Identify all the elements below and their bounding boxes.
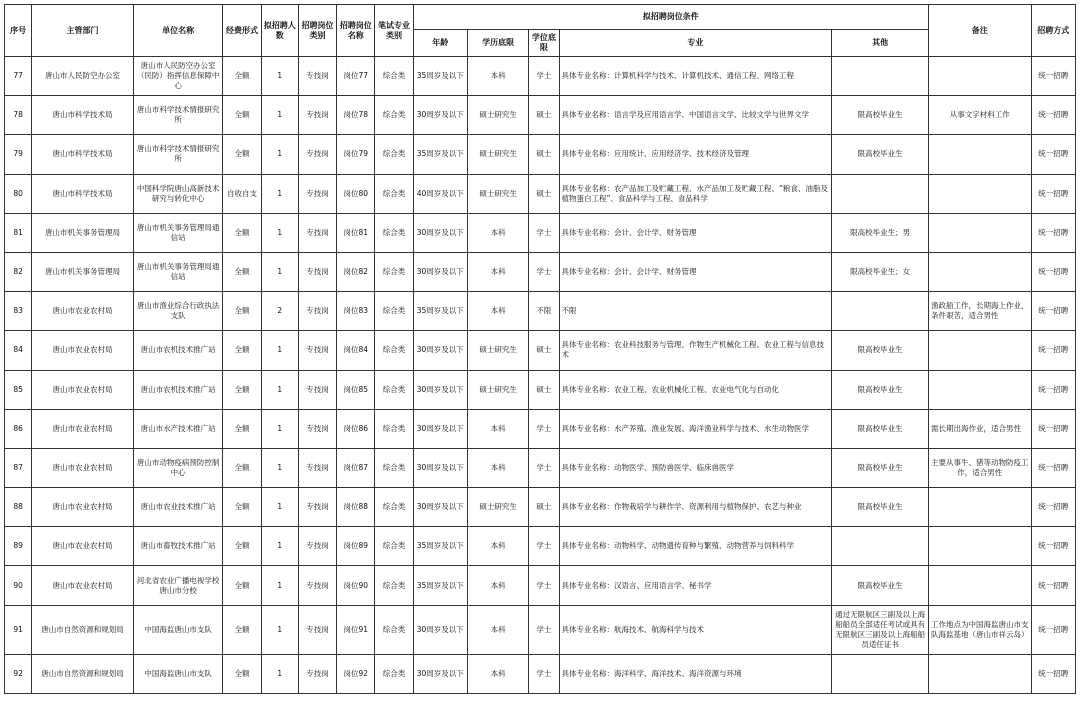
cell-dept: 唐山市机关事务管理局 [32,213,134,252]
cell-exam: 综合类 [375,370,413,409]
cell-exam: 综合类 [375,331,413,370]
cell-age: 35周岁及以下 [413,135,467,174]
cell-age: 30周岁及以下 [413,409,467,448]
cell-seq: 84 [5,331,32,370]
cell-method: 统一招聘 [1031,57,1075,96]
cell-age: 30周岁及以下 [413,96,467,135]
cell-post-name: 岗位85 [337,370,375,409]
cell-post-type: 专技岗 [298,448,336,487]
cell-age: 30周岁及以下 [413,605,467,654]
cell-funding: 全额 [223,654,261,693]
cell-age: 30周岁及以下 [413,252,467,291]
cell-funding: 全额 [223,566,261,605]
cell-post-type: 专技岗 [298,292,336,331]
cell-exam: 综合类 [375,174,413,213]
cell-method: 统一招聘 [1031,96,1075,135]
cell-edu: 本科 [467,252,528,291]
cell-degree: 硕士 [529,135,559,174]
header-edu: 学历底限 [467,30,528,57]
cell-count: 1 [261,605,298,654]
cell-post-type: 专技岗 [298,135,336,174]
cell-degree: 学士 [529,213,559,252]
cell-exam: 综合类 [375,488,413,527]
cell-post-type: 专技岗 [298,252,336,291]
cell-post-name: 岗位81 [337,213,375,252]
cell-method: 统一招聘 [1031,213,1075,252]
header-major: 专业 [559,30,832,57]
cell-post-type: 专技岗 [298,370,336,409]
cell-post-type: 专技岗 [298,605,336,654]
cell-degree: 硕士 [529,488,559,527]
cell-method: 统一招聘 [1031,605,1075,654]
table-row [5,448,1076,487]
cell-note [928,370,1031,409]
cell-unit: 唐山市机关事务管理局通信站 [133,252,223,291]
cell-other: 限高校毕业生 [832,409,929,448]
cell-other [832,527,929,566]
cell-age: 30周岁及以下 [413,654,467,693]
cell-age: 35周岁及以下 [413,57,467,96]
cell-note: 从事文字材料工作 [928,96,1031,135]
cell-major: 具体专业名称：水产养殖、渔业发展、海洋渔业科学与技术、水生动物医学 [559,409,832,448]
cell-note: 工作地点为中国海监唐山市支队海监基地（唐山市祥云岛） [928,605,1031,654]
cell-post-name: 岗位89 [337,527,375,566]
cell-post-name: 岗位88 [337,488,375,527]
cell-age: 40周岁及以下 [413,174,467,213]
cell-exam: 综合类 [375,292,413,331]
table-row [5,331,1076,370]
header-funding: 经费形式 [223,5,261,57]
cell-dept: 唐山市农业农村局 [32,566,134,605]
cell-major: 具体专业名称：应用统计、应用经济学、技术经济及管理 [559,135,832,174]
cell-edu: 本科 [467,292,528,331]
table-row [5,252,1076,291]
cell-count: 1 [261,135,298,174]
cell-post-type: 专技岗 [298,409,336,448]
cell-edu: 硕士研究生 [467,135,528,174]
header-exam: 笔试专业类别 [375,5,413,57]
cell-degree: 硕士 [529,370,559,409]
cell-funding: 全额 [223,96,261,135]
header-age: 年龄 [413,30,467,57]
table-row [5,527,1076,566]
cell-age: 30周岁及以下 [413,213,467,252]
cell-seq: 90 [5,566,32,605]
cell-major: 具体专业名称：农产品加工及贮藏工程、水产品加工及贮藏工程、“粮食、油脂及植物蛋白工程”、食品科学与工程、食品科学 [559,174,832,213]
table-row [5,488,1076,527]
table-row [5,566,1076,605]
cell-dept: 唐山市自然资源和规划局 [32,654,134,693]
cell-dept: 唐山市人民防空办公室 [32,57,134,96]
cell-degree: 学士 [529,527,559,566]
cell-note [928,654,1031,693]
cell-other: 限高校毕业生 [832,135,929,174]
cell-unit: 中国海监唐山市支队 [133,605,223,654]
cell-seq: 92 [5,654,32,693]
cell-degree: 学士 [529,448,559,487]
cell-count: 1 [261,370,298,409]
cell-unit: 唐山市水产技术推广站 [133,409,223,448]
cell-dept: 唐山市科学技术局 [32,135,134,174]
cell-other: 限高校毕业生 [832,370,929,409]
cell-unit: 唐山市农机技术推广站 [133,331,223,370]
cell-method: 统一招聘 [1031,174,1075,213]
cell-count: 1 [261,527,298,566]
cell-dept: 唐山市农业农村局 [32,370,134,409]
cell-other: 限高校毕业生；男 [832,213,929,252]
header-post-name: 招聘岗位名称 [337,5,375,57]
cell-age: 30周岁及以下 [413,488,467,527]
recruitment-table [4,4,1076,694]
cell-unit: 唐山市渔业综合行政执法支队 [133,292,223,331]
cell-other: 限高校毕业生 [832,96,929,135]
cell-dept: 唐山市科学技术局 [32,174,134,213]
cell-count: 1 [261,331,298,370]
cell-degree: 学士 [529,654,559,693]
header-other: 其他 [832,30,929,57]
cell-major: 具体专业名称：航海技术、航海科学与技术 [559,605,832,654]
cell-other [832,174,929,213]
cell-unit: 唐山市机关事务管理局通信站 [133,213,223,252]
cell-post-name: 岗位80 [337,174,375,213]
cell-method: 统一招聘 [1031,654,1075,693]
cell-post-type: 专技岗 [298,57,336,96]
table-row [5,409,1076,448]
table-row [5,174,1076,213]
cell-other [832,57,929,96]
cell-post-type: 专技岗 [298,654,336,693]
cell-seq: 80 [5,174,32,213]
cell-post-type: 专技岗 [298,174,336,213]
cell-degree: 硕士 [529,96,559,135]
cell-edu: 本科 [467,409,528,448]
cell-age: 35周岁及以下 [413,566,467,605]
cell-post-name: 岗位83 [337,292,375,331]
cell-post-name: 岗位90 [337,566,375,605]
cell-other: 限高校毕业生 [832,488,929,527]
cell-exam: 综合类 [375,135,413,174]
cell-age: 30周岁及以下 [413,370,467,409]
cell-unit: 河北省农业广播电视学校唐山市分校 [133,566,223,605]
cell-post-name: 岗位92 [337,654,375,693]
cell-method: 统一招聘 [1031,448,1075,487]
cell-count: 1 [261,654,298,693]
cell-seq: 78 [5,96,32,135]
table-row [5,654,1076,693]
cell-degree: 不限 [529,292,559,331]
cell-note [928,174,1031,213]
cell-unit: 唐山市科学技术情报研究所 [133,96,223,135]
cell-edu: 本科 [467,527,528,566]
cell-note [928,213,1031,252]
cell-seq: 89 [5,527,32,566]
cell-unit: 唐山市农业技术推广站 [133,488,223,527]
cell-edu: 本科 [467,654,528,693]
cell-dept: 唐山市农业农村局 [32,527,134,566]
cell-major: 具体专业名称：作物栽培学与耕作学、资源利用与植物保护、农艺与种业 [559,488,832,527]
cell-post-type: 专技岗 [298,527,336,566]
cell-note: 需长期出海作业，适合男性 [928,409,1031,448]
cell-major: 具体专业名称：计算机科学与技术、计算机技术、通信工程、网络工程 [559,57,832,96]
cell-major: 具体专业名称：农业科技服务与管理、作物生产机械化工程、农业工程与信息技术 [559,331,832,370]
header-seq: 序号 [5,5,32,57]
cell-method: 统一招聘 [1031,252,1075,291]
cell-dept: 唐山市农业农村局 [32,331,134,370]
header-count: 拟招聘人数 [261,5,298,57]
cell-post-name: 岗位79 [337,135,375,174]
cell-degree: 学士 [529,566,559,605]
cell-major: 具体专业名称：海洋科学、海洋技术、海洋资源与环境 [559,654,832,693]
cell-seq: 82 [5,252,32,291]
cell-funding: 全额 [223,292,261,331]
cell-other [832,292,929,331]
recruitment-table-container [4,4,1076,694]
cell-method: 统一招聘 [1031,527,1075,566]
cell-note [928,252,1031,291]
cell-post-type: 专技岗 [298,566,336,605]
table-row [5,292,1076,331]
cell-degree: 硕士 [529,331,559,370]
cell-exam: 综合类 [375,96,413,135]
cell-post-name: 岗位82 [337,252,375,291]
cell-major: 具体专业名称：会计、会计学、财务管理 [559,252,832,291]
cell-major: 具体专业名称：农业工程、农业机械化工程、农业电气化与自动化 [559,370,832,409]
cell-edu: 硕士研究生 [467,96,528,135]
cell-dept: 唐山市农业农村局 [32,448,134,487]
cell-unit: 唐山市动物疫病预防控制中心 [133,448,223,487]
cell-seq: 91 [5,605,32,654]
cell-seq: 88 [5,488,32,527]
cell-edu: 硕士研究生 [467,174,528,213]
cell-funding: 全额 [223,370,261,409]
cell-funding: 全额 [223,57,261,96]
cell-seq: 87 [5,448,32,487]
cell-age: 35周岁及以下 [413,292,467,331]
cell-post-type: 专技岗 [298,331,336,370]
cell-exam: 综合类 [375,409,413,448]
cell-exam: 综合类 [375,252,413,291]
cell-method: 统一招聘 [1031,292,1075,331]
cell-note [928,57,1031,96]
cell-unit: 唐山市科学技术情报研究所 [133,135,223,174]
cell-edu: 硕士研究生 [467,488,528,527]
cell-post-type: 专技岗 [298,96,336,135]
cell-post-name: 岗位91 [337,605,375,654]
cell-count: 1 [261,57,298,96]
cell-degree: 学士 [529,409,559,448]
table-row [5,57,1076,96]
cell-major: 具体专业名称：汉语言、应用语言学、秘书学 [559,566,832,605]
cell-funding: 全额 [223,331,261,370]
cell-funding: 全额 [223,135,261,174]
cell-other: 限高校毕业生 [832,566,929,605]
cell-funding: 全额 [223,448,261,487]
cell-other [832,654,929,693]
cell-count: 1 [261,96,298,135]
cell-edu: 本科 [467,448,528,487]
cell-note [928,331,1031,370]
cell-post-name: 岗位77 [337,57,375,96]
cell-seq: 86 [5,409,32,448]
cell-other: 限高校毕业生；女 [832,252,929,291]
cell-funding: 全额 [223,213,261,252]
cell-degree: 硕士 [529,174,559,213]
table-row [5,213,1076,252]
cell-degree: 学士 [529,252,559,291]
header-unit: 单位名称 [133,5,223,57]
cell-seq: 81 [5,213,32,252]
cell-note: 主要从事牛、猪等动物防疫工作，适合男性 [928,448,1031,487]
cell-dept: 唐山市农业农村局 [32,488,134,527]
cell-other: 通过无限航区三副及以上海船船员全部适任考试或具有无限航区三副及以上海船船员适任证书 [832,605,929,654]
cell-degree: 学士 [529,57,559,96]
cell-count: 1 [261,566,298,605]
cell-exam: 综合类 [375,213,413,252]
cell-method: 统一招聘 [1031,370,1075,409]
cell-funding: 全额 [223,605,261,654]
cell-post-name: 岗位87 [337,448,375,487]
table-row [5,96,1076,135]
cell-edu: 本科 [467,605,528,654]
cell-method: 统一招聘 [1031,409,1075,448]
cell-dept: 唐山市科学技术局 [32,96,134,135]
cell-post-name: 岗位84 [337,331,375,370]
cell-other: 限高校毕业生 [832,448,929,487]
cell-exam: 综合类 [375,448,413,487]
cell-funding: 自收自支 [223,174,261,213]
cell-funding: 全额 [223,527,261,566]
cell-edu: 本科 [467,57,528,96]
header-conditions: 拟招聘岗位条件 [413,5,928,30]
cell-exam: 综合类 [375,654,413,693]
cell-seq: 83 [5,292,32,331]
header-degree: 学位底限 [529,30,559,57]
cell-seq: 77 [5,57,32,96]
cell-funding: 全额 [223,409,261,448]
cell-major: 不限 [559,292,832,331]
cell-note [928,566,1031,605]
cell-exam: 综合类 [375,605,413,654]
cell-method: 统一招聘 [1031,488,1075,527]
cell-count: 1 [261,252,298,291]
cell-major: 具体专业名称：语言学及应用语言学、中国语言文学、比较文学与世界文学 [559,96,832,135]
table-row [5,370,1076,409]
cell-age: 30周岁及以下 [413,331,467,370]
cell-post-type: 专技岗 [298,488,336,527]
cell-note [928,135,1031,174]
cell-funding: 全额 [223,252,261,291]
cell-edu: 硕士研究生 [467,370,528,409]
cell-dept: 唐山市机关事务管理局 [32,252,134,291]
cell-exam: 综合类 [375,566,413,605]
cell-major: 具体专业名称：动物医学、预防兽医学、临床兽医学 [559,448,832,487]
cell-degree: 学士 [529,605,559,654]
header-post-type: 招聘岗位类别 [298,5,336,57]
cell-seq: 79 [5,135,32,174]
cell-unit: 唐山市畜牧技术推广站 [133,527,223,566]
cell-dept: 唐山市农业农村局 [32,409,134,448]
cell-age: 30周岁及以下 [413,448,467,487]
table-row [5,605,1076,654]
cell-post-name: 岗位78 [337,96,375,135]
cell-post-name: 岗位86 [337,409,375,448]
header-method: 招聘方式 [1031,5,1075,57]
cell-funding: 全额 [223,488,261,527]
cell-method: 统一招聘 [1031,331,1075,370]
cell-dept: 唐山市自然资源和规划局 [32,605,134,654]
cell-unit: 唐山市农机技术推广站 [133,370,223,409]
cell-exam: 综合类 [375,527,413,566]
cell-unit: 中国海监唐山市支队 [133,654,223,693]
cell-major: 具体专业名称：动物科学、动物遗传育种与繁殖、动物营养与饲料科学 [559,527,832,566]
cell-edu: 硕士研究生 [467,331,528,370]
cell-method: 统一招聘 [1031,135,1075,174]
header-dept: 主管部门 [32,5,134,57]
cell-major: 具体专业名称：会计、会计学、财务管理 [559,213,832,252]
cell-note: 渔政船工作，长期海上作业，条件艰苦，适合男性 [928,292,1031,331]
cell-note [928,527,1031,566]
header-note: 备注 [928,5,1031,57]
cell-edu: 本科 [467,566,528,605]
cell-count: 2 [261,292,298,331]
cell-dept: 唐山市农业农村局 [32,292,134,331]
cell-count: 1 [261,409,298,448]
cell-count: 1 [261,174,298,213]
cell-count: 1 [261,448,298,487]
cell-post-type: 专技岗 [298,213,336,252]
cell-exam: 综合类 [375,57,413,96]
cell-note [928,488,1031,527]
cell-age: 35周岁及以下 [413,527,467,566]
cell-unit: 唐山市人民防空办公室（民防）指挥信息保障中心 [133,57,223,96]
cell-count: 1 [261,213,298,252]
cell-seq: 85 [5,370,32,409]
cell-other: 限高校毕业生 [832,331,929,370]
cell-unit: 中国科学院唐山高新技术研究与转化中心 [133,174,223,213]
cell-method: 统一招聘 [1031,566,1075,605]
cell-count: 1 [261,488,298,527]
cell-edu: 本科 [467,213,528,252]
table-row [5,135,1076,174]
